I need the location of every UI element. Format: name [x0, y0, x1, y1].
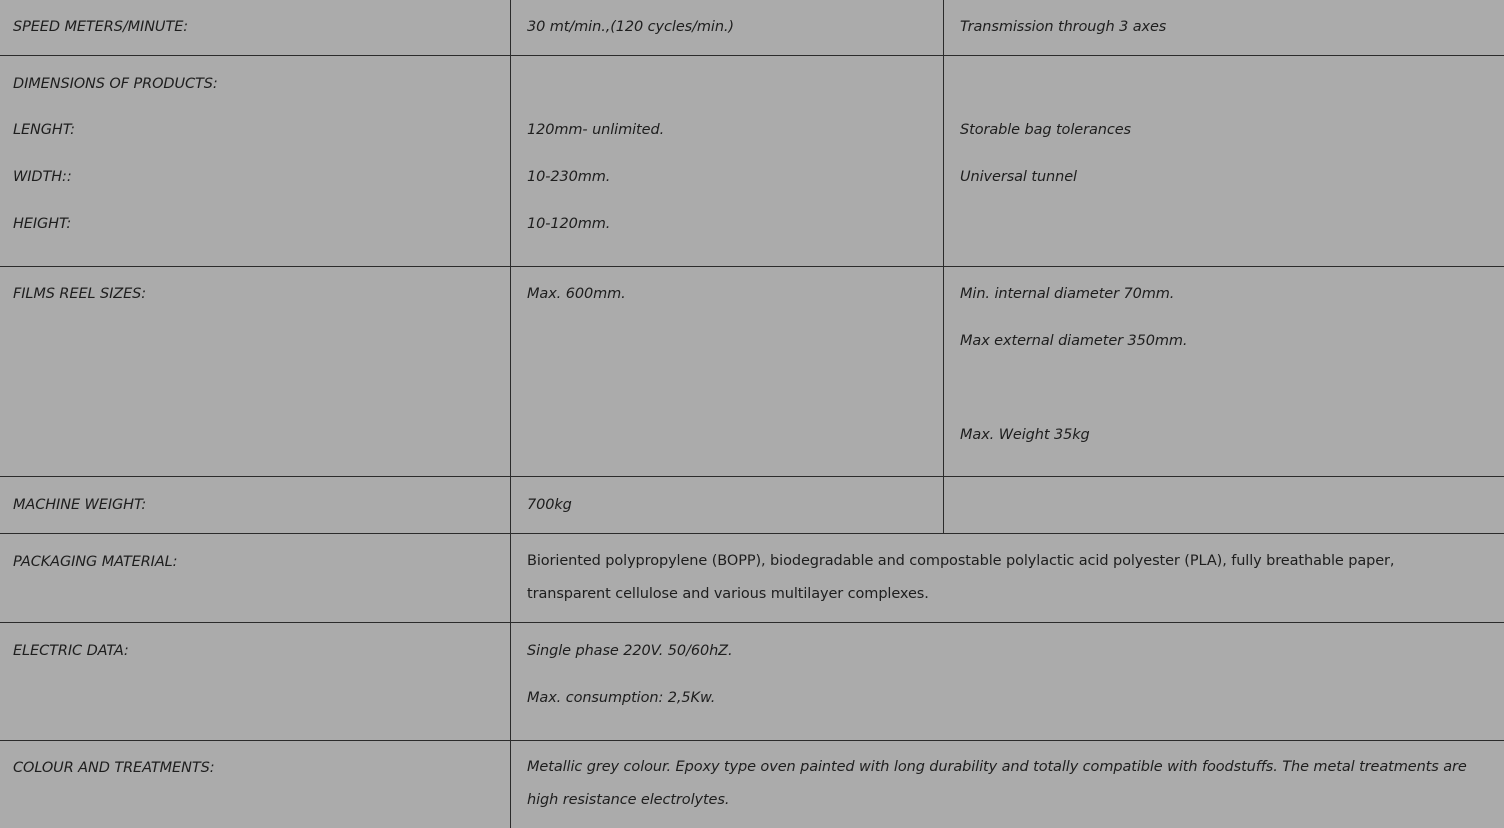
- speed-value: 30 mt/min.,(120 cycles/min.): [527, 19, 734, 35]
- spec-value-cell: [511, 534, 1504, 622]
- speed-label: SPEED METERS/MINUTE:: [13, 19, 189, 35]
- length-note: Storable bag tolerances: [960, 122, 1131, 138]
- colour-value: Metallic grey colour. Epoxy type oven painted with long durability and totally compatible with foodstuffs. The metal treatments are high resistance electrolytes.: [527, 759, 1467, 808]
- films-value: Max. 600mm.: [527, 286, 626, 302]
- width-value: 10-230mm.: [527, 169, 611, 185]
- spec-value-cell: [511, 741, 1504, 828]
- packaging-value: Bioriented polypropylene (BOPP), biodegradable and compostable polylactic acid polyester (PLA), fully breathable paper, transparent cellulose and various multilayer complexes.: [527, 553, 1395, 602]
- height-value: 10-120mm.: [527, 216, 611, 232]
- films-label: FILMS REEL SIZES:: [13, 286, 147, 302]
- colour-label: COLOUR AND TREATMENTS:: [13, 760, 215, 776]
- packaging-label: PACKAGING MATERIAL:: [13, 554, 178, 570]
- spec-row-dimensions: [0, 56, 1504, 267]
- spec-note-cell: [944, 477, 1504, 533]
- width-label: WIDTH::: [13, 169, 72, 185]
- spec-value-cell: [511, 267, 944, 476]
- spec-label-cell: [0, 623, 511, 740]
- films-note-weight: Max. Weight 35kg: [960, 427, 1090, 443]
- height-label: HEIGHT:: [13, 216, 72, 232]
- spec-row-colour: [0, 741, 1504, 828]
- electric-consumption-value: Max. consumption: 2,5Kw.: [527, 690, 716, 706]
- weight-label: MACHINE WEIGHT:: [13, 497, 147, 513]
- spec-note-cell: [944, 56, 1504, 266]
- films-note-external: Max external diameter 350mm.: [960, 333, 1188, 349]
- weight-value: 700kg: [527, 497, 572, 513]
- spec-row-weight: [0, 477, 1504, 534]
- dimensions-label: DIMENSIONS OF PRODUCTS:: [13, 76, 218, 92]
- spec-row-electric: [0, 623, 1504, 741]
- films-note-internal: Min. internal diameter 70mm.: [960, 286, 1175, 302]
- speed-note: Transmission through 3 axes: [960, 19, 1167, 35]
- spec-label-cell: [0, 267, 511, 476]
- spec-value-cell: [511, 0, 944, 55]
- spec-row-films: [0, 267, 1504, 477]
- spec-row-packaging: [0, 534, 1504, 623]
- spec-row-speed: [0, 0, 1504, 56]
- spec-note-cell: [944, 0, 1504, 55]
- width-note: Universal tunnel: [960, 169, 1077, 185]
- spec-label-cell: [0, 0, 511, 55]
- spec-label-cell: [0, 56, 511, 266]
- spec-value-cell: [511, 623, 1504, 740]
- spec-value-cell: [511, 477, 944, 533]
- spec-label-cell: [0, 477, 511, 533]
- spec-value-cell: [511, 56, 944, 266]
- electric-phase-value: Single phase 220V. 50/60hZ.: [527, 643, 733, 659]
- length-label: LENGHT:: [13, 122, 75, 138]
- spec-note-cell: [944, 267, 1504, 476]
- length-value: 120mm- unlimited.: [527, 122, 665, 138]
- spec-label-cell: [0, 534, 511, 622]
- electric-label: ELECTRIC DATA:: [13, 643, 129, 659]
- spec-label-cell: [0, 741, 511, 828]
